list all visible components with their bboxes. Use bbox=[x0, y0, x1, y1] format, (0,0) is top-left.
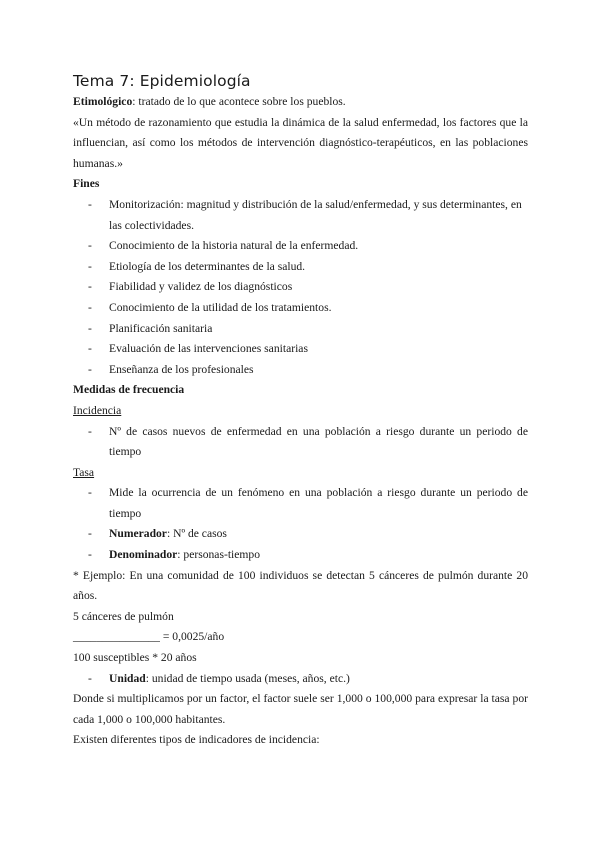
medidas-heading bbox=[73, 380, 528, 401]
etimologico-line bbox=[73, 92, 528, 113]
list-item: - Monitorización: magnitud y distribución de la salud/enfermedad, y sus determinantes, en las colectividades. bbox=[73, 195, 528, 236]
fines-heading-text: Fines bbox=[73, 177, 100, 191]
fraction-line: _______________ = 0,0025/año bbox=[73, 630, 225, 644]
list-item-unidad bbox=[73, 669, 528, 690]
denominador-label: Denominador bbox=[109, 548, 178, 562]
fraction-numerator: 5 cánceres de pulmón bbox=[73, 609, 174, 623]
list-item: - Conocimiento de la historia natural de la enfermedad. bbox=[73, 236, 528, 257]
list-item-numerador bbox=[73, 524, 528, 545]
list-item: - Planificación sanitaria bbox=[73, 319, 528, 340]
tipos-paragraph: Existen diferentes tipos de indicadores de incidencia: bbox=[73, 733, 320, 747]
unidad-list bbox=[73, 669, 528, 690]
factor-paragraph: Donde si multiplicamos por un factor, el factor suele ser 1,000 o 100,000 para expresar la tasa por cada 1,000 o 100,000 habitantes. bbox=[73, 692, 528, 726]
list-item: - Evaluación de las intervenciones sanitarias bbox=[73, 339, 528, 360]
list-item: - Etiología de los determinantes de la salud. bbox=[73, 257, 528, 278]
fraction-denominator: 100 susceptibles * 20 años bbox=[73, 651, 197, 665]
list-item: - Enseñanza de los profesionales bbox=[73, 360, 528, 381]
numerador-label: Numerador bbox=[109, 527, 167, 541]
tasa-heading bbox=[73, 463, 528, 484]
list-item: - Mide la ocurrencia de un fenómeno en una población a riesgo durante un periodo de tiempo bbox=[73, 483, 528, 524]
list-item-denominador bbox=[73, 545, 528, 566]
fines-list bbox=[73, 195, 528, 380]
tasa-list bbox=[73, 483, 528, 565]
etimologico-label: Etimológico bbox=[73, 95, 133, 108]
definition-quote: «Un método de razonamiento que estudia la dinámica de la salud enfermedad, los factores que la influencian, así como los métodos de intervención diagnóstico-terapéuticos, en las poblaciones humanas.» bbox=[73, 115, 528, 170]
medidas-heading-text: Medidas de frecuencia bbox=[73, 383, 185, 397]
unidad-label: Unidad bbox=[109, 671, 146, 685]
list-item: - Fiabilidad y validez de los diagnósticos bbox=[73, 277, 528, 298]
tasa-heading-text: Tasa bbox=[73, 465, 95, 479]
incidencia-heading bbox=[73, 401, 528, 422]
unidad-text: : unidad de tiempo usada (meses, años, etc.) bbox=[145, 671, 350, 685]
incidencia-list bbox=[73, 422, 528, 463]
denominador-text: : personas-tiempo bbox=[177, 548, 261, 562]
list-item: - Conocimiento de la utilidad de los tratamientos. bbox=[73, 298, 528, 319]
list-item: - Nº de casos nuevos de enfermedad en una población a riesgo durante un periodo de tiempo bbox=[73, 422, 528, 463]
etimologico-text: : tratado de lo que acontece sobre los pueblos. bbox=[132, 95, 346, 108]
page-title: Tema 7: Epidemiología bbox=[73, 72, 251, 90]
ejemplo-paragraph: * Ejemplo: En una comunidad de 100 individuos se detectan 5 cánceres de pulmón durante 20 años. bbox=[73, 568, 528, 603]
incidencia-heading-text: Incidencia bbox=[73, 403, 122, 417]
numerador-text: : Nº de casos bbox=[166, 527, 227, 541]
fines-heading bbox=[73, 174, 528, 195]
document-content bbox=[73, 70, 528, 751]
